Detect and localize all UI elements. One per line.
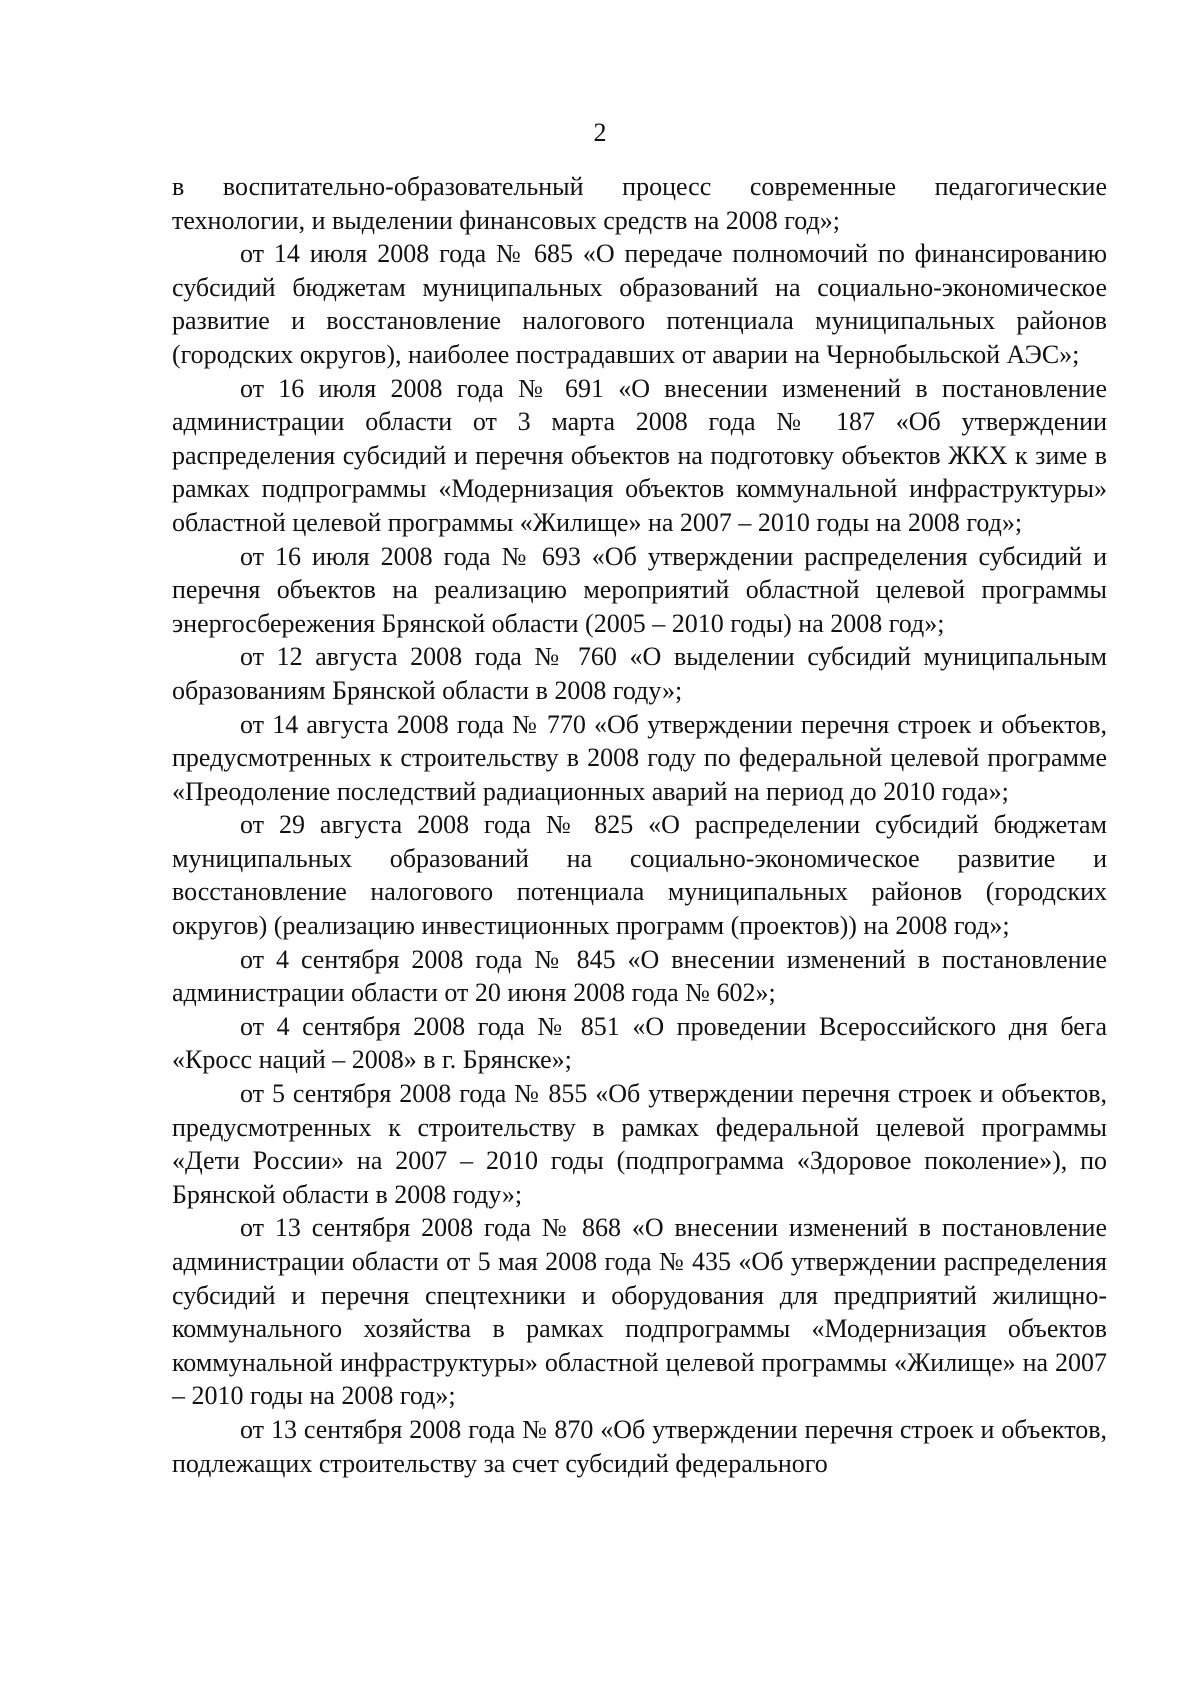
paragraph: от 4 сентября 2008 года № 845 «О внесении изменений в постановление администрации области от 20 июня 2008 года № 602»; <box>172 944 1107 1008</box>
paragraph: от 13 сентября 2008 года № 870 «Об утверждении перечня строек и объектов, подлежащих строительству за счет субсидий федерального <box>172 1414 1107 1478</box>
page-number: 2 <box>593 118 607 147</box>
document-body <box>172 170 1107 1480</box>
paragraph: от 14 июля 2008 года № 685 «О передаче полномочий по финансированию субсидий бюджетам муниципальных образований на социально-экономическое развитие и восстановление налогового потенциала муниципальных районов (городских округов), наиболее пострадавших от аварии на Чернобыльской АЭС»; <box>172 239 1107 369</box>
paragraph: от 16 июля 2008 года № 691 «О внесении изменений в постановление администрации области от 3 марта 2008 года № 187 «Об утверждении распределения субсидий и перечня объектов на подготовку объектов ЖКХ к зиме в рамках подпрограммы «Модернизация объектов коммунальной инфраструктуры» областной целевой программы «Жилище» на 2007 – 2010 годы на 2008 год»; <box>172 373 1107 537</box>
paragraph: от 12 августа 2008 года № 760 «О выделении субсидий муниципальным образованиям Брянской области в 2008 году»; <box>172 642 1107 705</box>
paragraph: от 13 сентября 2008 года № 868 «О внесении изменений в постановление администрации области от 5 мая 2008 года № 435 «Об утверждении распределения субсидий и перечня спецтехники и оборудования для предприятий жилищно-коммунального хозяйства в рамках подпрограммы «Модернизация объектов коммунальной инфраструктуры» областной целевой программы «Жилище» на 2007 – 2010 годы на 2008 год»; <box>172 1213 1107 1411</box>
paragraph: в воспитательно-образовательный процесс современные педагогические технологии, и выделении финансовых средств на 2008 год»; <box>172 172 1107 235</box>
paragraph: от 14 августа 2008 года № 770 «Об утверждении перечня строек и объектов, предусмотренных к строительству в 2008 году по федеральной целевой программе «Преодоление последствий радиационных аварий на период до 2010 года»; <box>172 709 1107 806</box>
paragraph: от 4 сентября 2008 года № 851 «О проведении Всероссийского дня бега «Кросс наций – 2008» в г. Брянске»; <box>172 1011 1107 1075</box>
paragraph: от 16 июля 2008 года № 693 «Об утверждении распределения субсидий и перечня объектов на реализацию мероприятий областной целевой программы энергосбережения Брянской области (2005 – 2010 годы) на 2008 год»; <box>172 541 1107 638</box>
paragraph: от 29 августа 2008 года № 825 «О распределении субсидий бюджетам муниципальных образований на социально-экономическое развитие и восстановление налогового потенциала муниципальных районов (городских округов) (реализацию инвестиционных программ (проектов)) на 2008 год»; <box>172 810 1107 941</box>
paragraph: от 5 сентября 2008 года № 855 «Об утверждении перечня строек и объектов, предусмотренных к строительству в рамках федеральной целевой программы «Дети России» на 2007 – 2010 годы (подпрограмма «Здоровое поколение»), по Брянской области в 2008 году»; <box>172 1079 1107 1209</box>
